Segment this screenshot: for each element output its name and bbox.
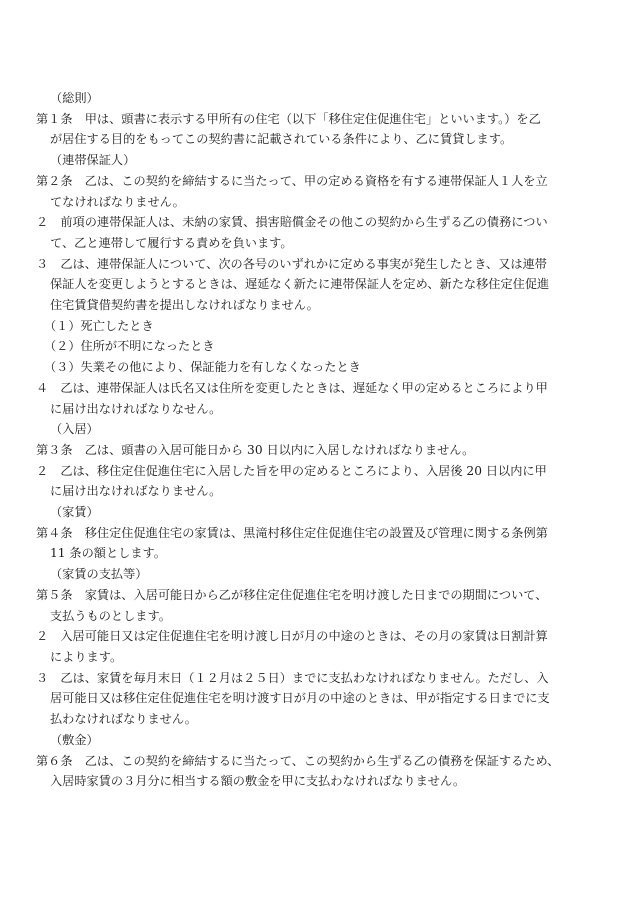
article-2-p3-line-1: ３ 乙は、連帯保証人について、次の各号のいずれかに定める事実が発生したとき、又は連帯	[36, 256, 547, 271]
article-6-line-2: 入居時家賃の３月分に相当する額の敷金を甲に支払わなければなりません。	[50, 774, 466, 789]
article-5-p3-line-3: 払わなければなりません。	[50, 712, 197, 727]
article-2	[36, 171, 602, 212]
article-5-paragraph-2	[36, 626, 602, 667]
article-2-p2-line-1: ２ 前項の連帯保証人は、未納の家賃、損害賠償金その他この契約から生ずる乙の債務につい	[36, 215, 548, 230]
article-3-line-1: 第３条 乙は、頭書の入居可能日から 30 日以内に入居しなければなりません。	[36, 442, 475, 457]
article-1-line-2: が居住する目的をもってこの契約書に記載されている条件により、乙に賃貸します。	[50, 132, 513, 147]
article-5-line-1: 第５条 家賃は、入居可能日から乙が移住定住促進住宅を明け渡した日までの期間について、	[36, 587, 548, 602]
article-1	[36, 109, 602, 150]
article-5-paragraph-3	[36, 668, 602, 730]
section-heading-deposit: （敷金）	[50, 732, 99, 747]
article-3	[36, 440, 602, 461]
article-5-p2-line-2: によります。	[50, 649, 123, 664]
section-heading-general: （総則）	[50, 91, 99, 105]
article-6	[36, 751, 602, 792]
article-5-p3-line-2: 居可能日又は移住定住促進住宅を明け渡す日が月の中途のときは、甲が指定する日までに支	[50, 691, 550, 706]
article-3-p2-line-2: に届け出なければなりません。	[50, 484, 222, 499]
section-heading-rent-payment: （家賃の支払等）	[50, 567, 148, 582]
article-3-paragraph-2	[36, 461, 602, 502]
article-2-paragraph-2	[36, 212, 602, 253]
article-2-p2-line-2: て、乙と連帯して履行する責めを負います。	[50, 235, 293, 250]
article-4-line-2: 11 条の額とします。	[50, 546, 166, 561]
article-2-paragraph-3	[36, 254, 602, 316]
article-4-line-1: 第４条 移住定住促進住宅の家賃は、黒滝村移住定住促進住宅の設置及び管理に関する条例第	[36, 525, 548, 540]
section-heading-guarantor: （連帯保証人）	[50, 153, 136, 168]
article-2-p3-line-2: 保証人を変更しようとするときは、遅延なく新たに連帯保証人を定め、新たな移住定住促進	[50, 277, 550, 292]
article-2-line-2: てなければなりません。	[50, 194, 185, 209]
article-2-p4-line-2: に届け出なければなりなせん。	[50, 401, 222, 416]
article-2-p3-line-3: 住宅賃貸借契約書を提出しなければなりません。	[50, 298, 319, 313]
article-2-p4-line-1: ４ 乙は、連帯保証人は氏名又は住所を変更したときは、遅延なく甲の定めるところにより甲	[36, 380, 548, 395]
article-5-p3-line-1: ３ 乙は、家賃を毎月末日（１２月は２５日）までに支払わなければなりません。ただし、入	[36, 670, 549, 685]
article-2-item-2: （２）住所が不明になったとき	[44, 339, 215, 354]
article-1-line-1: 第１条 甲は、頭書に表示する甲所有の住宅（以下「移住定住促進住宅」といいます。）を乙	[36, 111, 541, 126]
article-5	[36, 585, 602, 626]
article-3-p2-line-1: ２ 乙は、移住定住促進住宅に入居した旨を甲の定めるところにより、入居後 20 日以内に甲	[36, 463, 547, 478]
article-5-p2-line-1: ２ 入居可能日又は定住促進住宅を明け渡し日が月の中途のときは、その月の家賃は日割計算	[36, 629, 548, 644]
article-6-line-1: 第６条 乙は、この契約を締結するに当たって、この契約から生ずる乙の債務を保証するため、	[36, 753, 560, 768]
article-2-item-3: （３）失業その他により、保証能力を有しなくなったとき	[44, 360, 361, 375]
article-2-paragraph-4	[36, 378, 602, 419]
article-5-line-2: 支払うものとします。	[50, 608, 171, 623]
section-heading-move-in: （入居）	[50, 422, 99, 437]
article-2-item-1: （１）死亡したとき	[44, 318, 154, 333]
section-heading-rent: （家賃）	[50, 505, 99, 520]
article-2-line-1: 第２条 乙は、この契約を締結するに当たって、甲の定める資格を有する連帯保証人１人を立	[36, 173, 548, 188]
article-4	[36, 523, 602, 564]
